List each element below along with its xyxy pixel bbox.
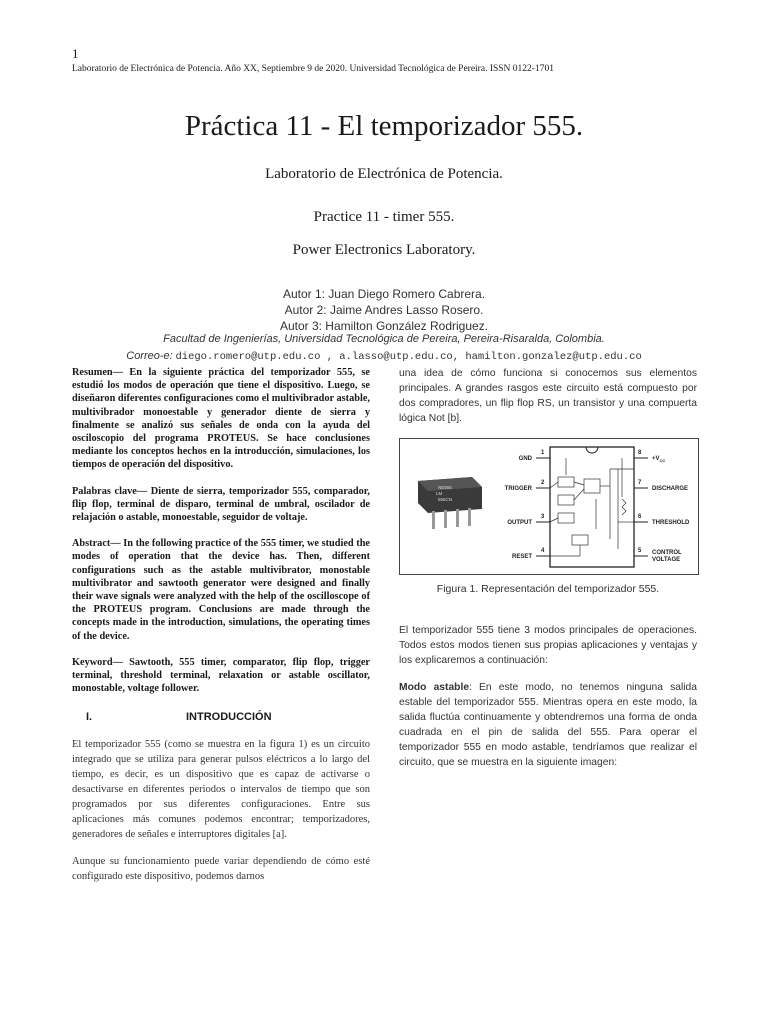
abstract-paragraph: Abstract— In the following practice of the 555 timer, we studied the modes of operation that the device has. Then, different configurations such as the astable multivibrator, monostable multivibrator and sawtooth generator were designed and finally their wave signals were analyzed with the help of the oscilloscope of the PROTEUS program. Conclusions are made through the concepts made in the introduction, simulations, the operating times of the device. — [72, 538, 370, 642]
pin-label-reset: RESET — [511, 554, 532, 560]
internal-schematic — [550, 458, 634, 556]
email-label: Correo-e: — [126, 350, 173, 362]
chip-text-2: LM — [436, 491, 443, 496]
intro-paragraph-2: Aunque su funcionamiento puede variar dependiendo de cómo esté configurado este dispositivo, podemos darnos — [72, 856, 370, 883]
right-paragraph-1: una idea de cómo funciona si conocemos sus elementos principales. A grandes rasgos este circuito está compuesto por dos compradores, un flip flop RS, un transistor y una compuerta lógica Not [b]. — [399, 368, 697, 424]
astable-paragraph — [399, 680, 697, 770]
timer-555-diagram — [400, 439, 698, 574]
astable-lead: Modo astable — [399, 682, 470, 693]
pin-label-vcc: $+V_{CC}$ — [652, 456, 666, 463]
subtitle-lab-en: Power Electronics Laboratory. — [292, 242, 476, 258]
pin-label-gnd: GND — [518, 456, 532, 462]
section-title: INTRODUCCIÓN — [186, 711, 272, 724]
section-heading-introduccion — [72, 711, 370, 723]
pin-label-control: CONTROL — [652, 550, 682, 556]
astable-body: : En este modo, no tenemos ninguna salida estable del temporizador 555. Mientras opera en este modo, la salida fluctúa continuamente y obtendremos una forma de onda cuadrada en el pin de salida del 555. Para operar el temporizador 555 en modo astable, tendríamos que realizar el circuito, que se muestra en la siguiente imagen: — [399, 682, 697, 768]
running-header: Laboratorio de Electrónica de Potencia. Año XX, Septiembre 9 de 2020. Universidad Tecnológica de Pereira. ISSN 0122-1701 — [72, 64, 554, 74]
pin-label-threshold: THRESHOLD — [652, 520, 690, 526]
paper-title: Práctica 11 - El temporizador 555. — [184, 110, 584, 142]
palabras-clave-paragraph: Palabras clave— Diente de sierra, temporizador 555, comparador, flip flop, terminal de disparo, terminal de umbral, oscilador de relajación o astable, monoestable, seguidor de voltaje. — [72, 485, 370, 524]
pin-num-7: 7 — [638, 480, 642, 486]
affiliation: Facultad de Ingenierías, Universidad Tecnológica de Pereira, Pereira-Risaralda, Colombia. — [163, 333, 605, 345]
subtitle-title-en: Practice 11 - timer 555. — [313, 209, 455, 225]
pin-label-trigger: TRIGGER — [504, 486, 532, 492]
right-column — [399, 366, 697, 782]
chip-text-3: 555CN — [438, 497, 453, 502]
page-number: 1 — [72, 46, 79, 61]
left-column — [72, 366, 370, 896]
author-1: Autor 1: Juan Diego Romero Cabrera. — [282, 287, 486, 301]
email-addresses: diego.romero@utp.edu.co , a.lasso@utp.edu.co, hamilton.gonzalez@utp.edu.co — [175, 351, 642, 363]
pin-num-1: 1 — [541, 450, 545, 456]
intro-paragraph-1: El temporizador 555 (como se muestra en la figura 1) es un circuito integrado que se utiliza para generar pulsos eléctricos a lo largo del tiempo, es decir, es un dispositivo que es capaz de activarse o desactivarse en diferentes periodos o intervalos de tiempo que son programados por sus diferentes configuraciones. Entre sus aplicaciones más comunes podemos encontrar; temporizadores, generadores de señales e interruptores digitales [a]. — [72, 739, 370, 841]
pin-num-6: 6 — [638, 514, 642, 520]
email-line — [0, 350, 768, 363]
keyword-paragraph: Keyword— Sawtooth, 555 timer, comparator, flip flop, trigger terminal, threshold terminal, relaxation or astable oscillator, monostable, voltage follower. — [72, 656, 370, 695]
pin-num-8: 8 — [638, 450, 642, 456]
resumen-paragraph: Resumen— En la siguiente práctica del temporizador 555, se estudió los modos de operación que tiene el dispositivo. Luego, se diseñaron diferentes configuraciones como el multivibrador astable, multivibrador monoestable y generador diente de sierra y finalmente se analizó sus señales de onda con la ayuda del osciloscopio del programa PROTEUS. Se hace conclusiones mediante los conceptos hechos en la introducción, simulaciones, los tiempos de operación del dispositivo. — [72, 367, 370, 471]
pin-num-4: 4 — [541, 548, 545, 554]
section-number: I. — [86, 711, 93, 724]
author-3: Autor 3: Hamilton González Rodriguez. — [279, 319, 489, 333]
figure-555-timer — [399, 438, 699, 575]
pin-num-2: 2 — [541, 480, 545, 486]
figure-caption: Figura 1. Representación del temporizador 555. — [436, 583, 660, 595]
subtitle-lab-es: Laboratorio de Electrónica de Potencia. — [265, 166, 503, 182]
author-2: Autor 2: Jaime Andres Lasso Rosero. — [284, 303, 484, 317]
pin-label-discharge: DISCHARGE — [652, 486, 689, 492]
pin-num-5: 5 — [638, 548, 642, 554]
pin-num-3: 3 — [541, 514, 545, 520]
chip-photo — [418, 477, 482, 529]
pin-label-output: OUTPUT — [507, 520, 532, 526]
modes-paragraph: El temporizador 555 tiene 3 modos principales de operaciones. Todos estos modos tienen sus propias aplicaciones y ventajas y los explicaremos a continuación: — [399, 625, 697, 666]
pin-label-voltage: VOLTAGE — [652, 557, 681, 563]
chip-text-1: NE555 — [438, 485, 452, 490]
author-list — [0, 286, 768, 334]
